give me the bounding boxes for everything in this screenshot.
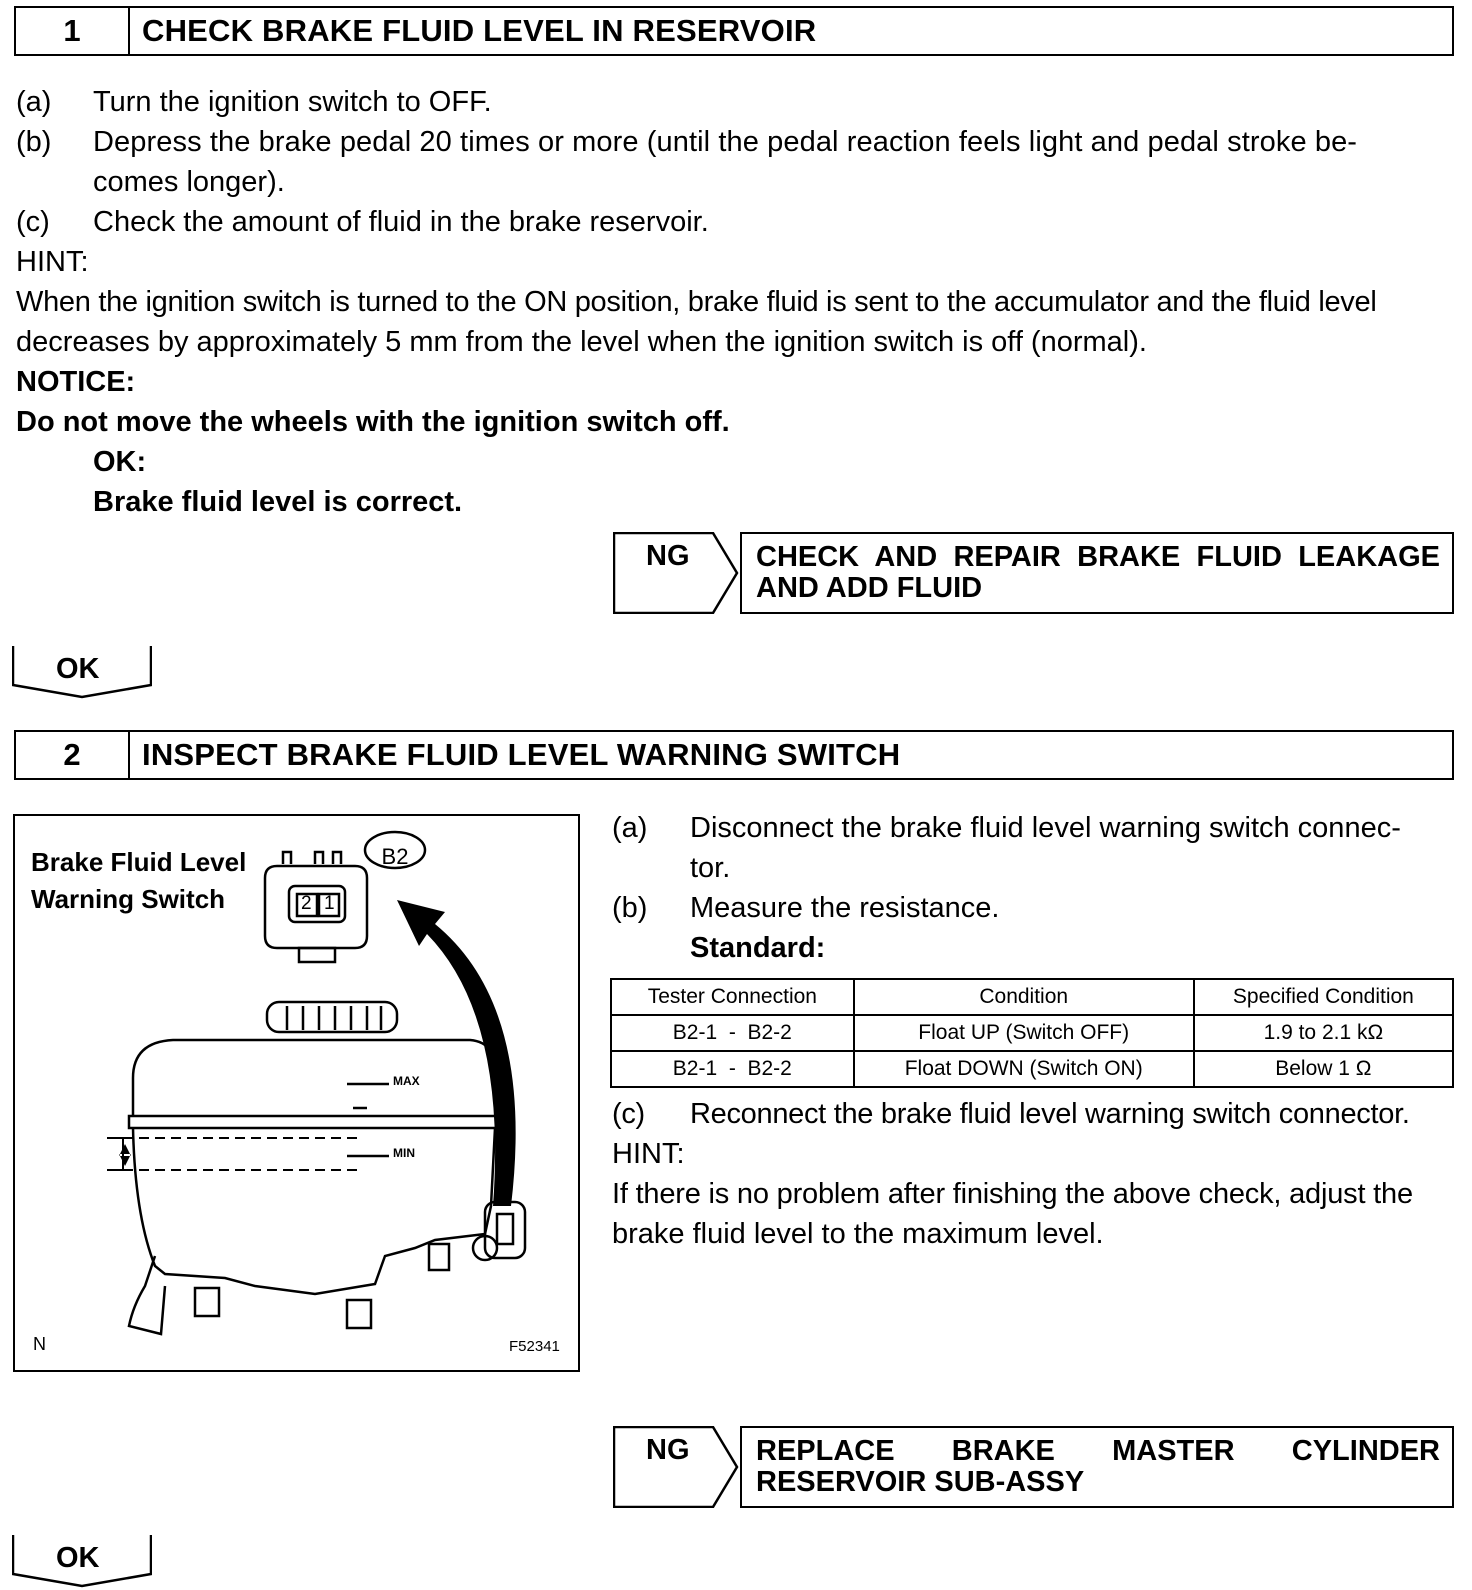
item-text: Depress the brake pedal 20 times or more (until the pedal reaction feels light and pedal stroke be-	[93, 126, 1358, 158]
step-1-notice-label: NOTICE:	[16, 366, 136, 398]
table-cell: Float DOWN (Switch ON)	[854, 1051, 1194, 1087]
figure-corner-mark: N	[33, 1334, 46, 1354]
step-1-ok-criteria: Brake fluid level is correct.	[93, 486, 463, 518]
step-1-hint-line-1: When the ignition switch is turned to the ON position, brake fluid is sent to the accumulator and the fluid level	[16, 286, 1377, 318]
table-row	[611, 1015, 1453, 1051]
step-1-header	[14, 6, 1454, 56]
figure-label-line-1: Brake Fluid Level	[31, 847, 247, 877]
item-label: (a)	[612, 812, 648, 844]
step-2-hint-label: HINT:	[612, 1138, 685, 1170]
table-cell: Float UP (Switch OFF)	[854, 1015, 1194, 1051]
ng-action-line-1: CHECK AND REPAIR BRAKE FLUID LEAKAGE	[756, 541, 1440, 573]
table-row	[611, 1051, 1453, 1087]
table-cell: B2-1 - B2-2	[611, 1015, 854, 1051]
item-text: Disconnect the brake fluid level warning switch connec-	[690, 812, 1401, 844]
min-level-label: MIN	[393, 1146, 415, 1160]
step-1-ng-tab: NG	[646, 540, 690, 572]
step-1-ok-tab: OK	[56, 653, 100, 685]
step-1-notice-text: Do not move the wheels with the ignition switch off.	[16, 406, 730, 438]
table-cell: 1.9 to 2.1 kΩ	[1194, 1015, 1453, 1051]
max-level-label: MAX	[393, 1074, 420, 1088]
table-cell: B2-1 - B2-2	[611, 1051, 854, 1087]
item-label: (a)	[16, 86, 52, 118]
item-label: (b)	[16, 126, 52, 158]
item-text: Measure the resistance.	[690, 892, 1000, 924]
step-1-hint-line-2: decreases by approximately 5 mm from the level when the ignition switch is off (normal).	[16, 326, 1147, 358]
step-1-hint-label: HINT:	[16, 246, 89, 278]
step-1-item-b-cont: comes longer).	[93, 166, 285, 198]
figure-label-line-2: Warning Switch	[31, 884, 226, 914]
item-label: (b)	[612, 892, 648, 924]
ng-action-line-2: AND ADD FLUID	[756, 572, 983, 604]
step-1-ok-label: OK:	[93, 446, 147, 478]
step-2-hint-line-2: brake fluid level to the maximum level.	[612, 1218, 1104, 1250]
step-2-number: 2	[16, 732, 130, 778]
step-2-item-a-cont: tor.	[690, 852, 731, 884]
item-text: Turn the ignition switch to OFF.	[93, 86, 492, 118]
ng-action-line-1: REPLACE BRAKE MASTER CYLINDER	[756, 1435, 1440, 1467]
ng-action-line-2: RESERVOIR SUB-ASSY	[756, 1466, 1085, 1498]
step-1-number: 1	[16, 8, 130, 54]
step-2-ng-tab: NG	[646, 1434, 690, 1466]
step-2-title: INSPECT BRAKE FLUID LEVEL WARNING SWITCH	[142, 737, 901, 772]
step-2-hint-line-1: If there is no problem after finishing the above check, adjust the	[612, 1178, 1413, 1210]
figure-code: F52341	[509, 1338, 560, 1355]
step-1-ng-action	[740, 532, 1454, 614]
reservoir-figure	[13, 814, 580, 1372]
connector-id: B2	[381, 844, 409, 869]
table-header-cell: Condition	[854, 979, 1194, 1015]
item-text: Check the amount of fluid in the brake reservoir.	[93, 206, 709, 238]
step-2-ok-tab: OK	[56, 1542, 100, 1574]
standard-resistance-table	[610, 978, 1454, 1088]
table-cell: Below 1 Ω	[1194, 1051, 1453, 1087]
reservoir-drawing-icon	[15, 816, 578, 1370]
standard-label: Standard:	[690, 932, 826, 964]
item-text: Reconnect the brake fluid level warning switch connector.	[690, 1098, 1410, 1130]
table-header-cell: Tester Connection	[611, 979, 854, 1015]
table-header-row	[611, 979, 1453, 1015]
connector-pin-1: 1	[324, 893, 335, 914]
item-label: (c)	[612, 1098, 645, 1130]
step-2-ng-action	[740, 1426, 1454, 1508]
connector-pin-2: 2	[301, 893, 312, 914]
step-1-title: CHECK BRAKE FLUID LEVEL IN RESERVOIR	[142, 13, 817, 48]
item-label: (c)	[16, 206, 50, 238]
table-header-cell: Specified Condition	[1194, 979, 1453, 1015]
step-2-header	[14, 730, 1454, 780]
